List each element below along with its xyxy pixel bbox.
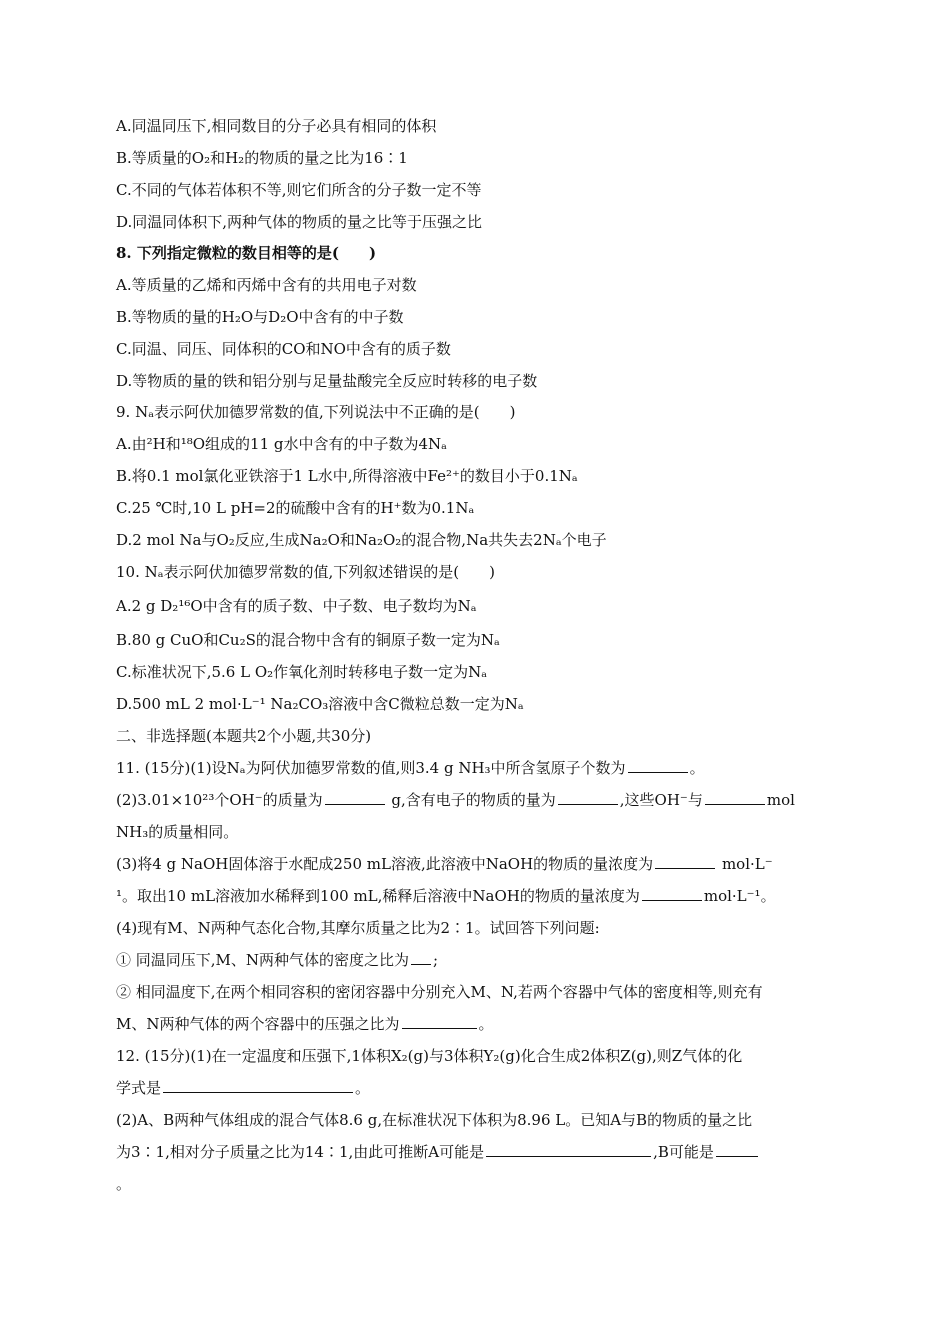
q10-option-b: B.80 g CuO和Cu₂S的混合物中含有的铜原子数一定为Nₐ (116, 631, 500, 649)
answer-blank[interactable] (558, 790, 618, 805)
q12-part1-cont: 学式是 。 (116, 1079, 371, 1097)
q11-part4-item1: ① 同温同压下,M、N两种气体的密度之比为 ; (116, 951, 439, 969)
answer-blank[interactable] (325, 790, 385, 805)
q7-option-c: C.不同的气体若体积不等,则它们所含的分子数一定不等 (116, 181, 482, 199)
q7-option-a: A.同温同压下,相同数目的分子必具有相同的体积 (116, 117, 437, 135)
answer-blank[interactable] (655, 854, 715, 869)
answer-blank[interactable] (705, 790, 765, 805)
q9-option-d: D.2 mol Na与O₂反应,生成Na₂O和Na₂O₂的混合物,Na共失去2Nₐ个电子 (116, 531, 607, 549)
answer-blank[interactable] (486, 1142, 651, 1157)
q12-part2-cont: 为3∶1,相对分子质量之比为14∶1,由此可推断A可能是 ,B可能是 (116, 1142, 836, 1162)
q8-option-b: B.等物质的量的H₂O与D₂O中含有的中子数 (116, 308, 404, 326)
q12-part2: (2)A、B两种气体组成的混合气体8.6 g,在标准状况下体积为8.96 L。已知A与B的物质的量之比 (116, 1111, 753, 1129)
answer-blank[interactable] (411, 950, 431, 965)
q10-option-a: A.2 g D₂¹⁶O中含有的质子数、中子数、电子数均为Nₐ (116, 597, 477, 615)
q8-option-d: D.等物质的量的铁和铝分别与足量盐酸完全反应时转移的电子数 (116, 372, 538, 390)
q11-part4-item2-cont: M、N两种气体的两个容器中的压强之比为 。 (116, 1015, 494, 1033)
q8-stem: 8. 下列指定微粒的数目相等的是( ) (116, 244, 377, 262)
answer-blank[interactable] (402, 1014, 477, 1029)
answer-blank[interactable] (642, 886, 702, 901)
q9-stem: 9. Nₐ表示阿伏加德罗常数的值,下列说法中不正确的是( ) (116, 403, 516, 421)
q10-option-d: D.500 mL 2 mol·L⁻¹ Na₂CO₃溶液中含C微粒总数一定为Nₐ (116, 695, 524, 713)
answer-blank[interactable] (628, 758, 688, 773)
q7-option-d: D.同温同体积下,两种气体的物质的量之比等于压强之比 (116, 213, 483, 231)
q11-part4: (4)现有M、N两种气态化合物,其摩尔质量之比为2∶1。试回答下列问题: (116, 919, 600, 937)
q11-part4-item2: ② 相同温度下,在两个相同容积的密闭容器中分别充入M、N,若两个容器中气体的密度相等,则充有 (116, 983, 763, 1001)
answer-blank[interactable] (163, 1078, 353, 1093)
q9-option-c: C.25 ℃时,10 L pH=2的硫酸中含有的H⁺数为0.1Nₐ (116, 499, 475, 517)
q11-part3: (3)将4 g NaOH固体溶于水配成250 mL溶液,此溶液中NaOH的物质的量浓度为 mol·L⁻ (116, 855, 773, 873)
q9-option-a: A.由²H和¹⁸O组成的11 g水中含有的中子数为4Nₐ (116, 435, 447, 453)
q11-part2: (2)3.01×10²³个OH⁻的质量为 g,含有电子的物质的量为 ,这些OH⁻与 mol (116, 791, 795, 809)
q12-part1: 12. (15分)(1)在一定温度和压强下,1体积X₂(g)与3体积Y₂(g)化合生成2体积Z(g),则Z气体的化 (116, 1047, 743, 1065)
q10-stem: 10. Nₐ表示阿伏加德罗常数的值,下列叙述错误的是( ) (116, 563, 496, 581)
q11-part1: 11. (15分)(1)设Nₐ为阿伏加德罗常数的值,则3.4 g NH₃中所含氢原子个数为 。 (116, 759, 705, 777)
q10-option-c: C.标准状况下,5.6 L O₂作氧化剂时转移电子数一定为Nₐ (116, 663, 488, 681)
q11-part3-cont: ¹。取出10 mL溶液加水稀释到100 mL,稀释后溶液中NaOH的物质的量浓度为 mol·L⁻¹。 (116, 887, 776, 905)
section-two-heading: 二、非选择题(本题共2个小题,共30分) (116, 727, 372, 745)
q8-option-c: C.同温、同压、同体积的CO和NO中含有的质子数 (116, 340, 451, 358)
q7-option-b: B.等质量的O₂和H₂的物质的量之比为16∶1 (116, 149, 408, 167)
q9-option-b: B.将0.1 mol氯化亚铁溶于1 L水中,所得溶液中Fe²⁺的数目小于0.1Nₐ (116, 467, 578, 485)
answer-blank[interactable] (716, 1142, 758, 1157)
q11-part2-cont: NH₃的质量相同。 (116, 823, 239, 841)
q8-option-a: A.等质量的乙烯和丙烯中含有的共用电子对数 (116, 276, 417, 294)
q12-part2-end: 。 (116, 1175, 132, 1193)
